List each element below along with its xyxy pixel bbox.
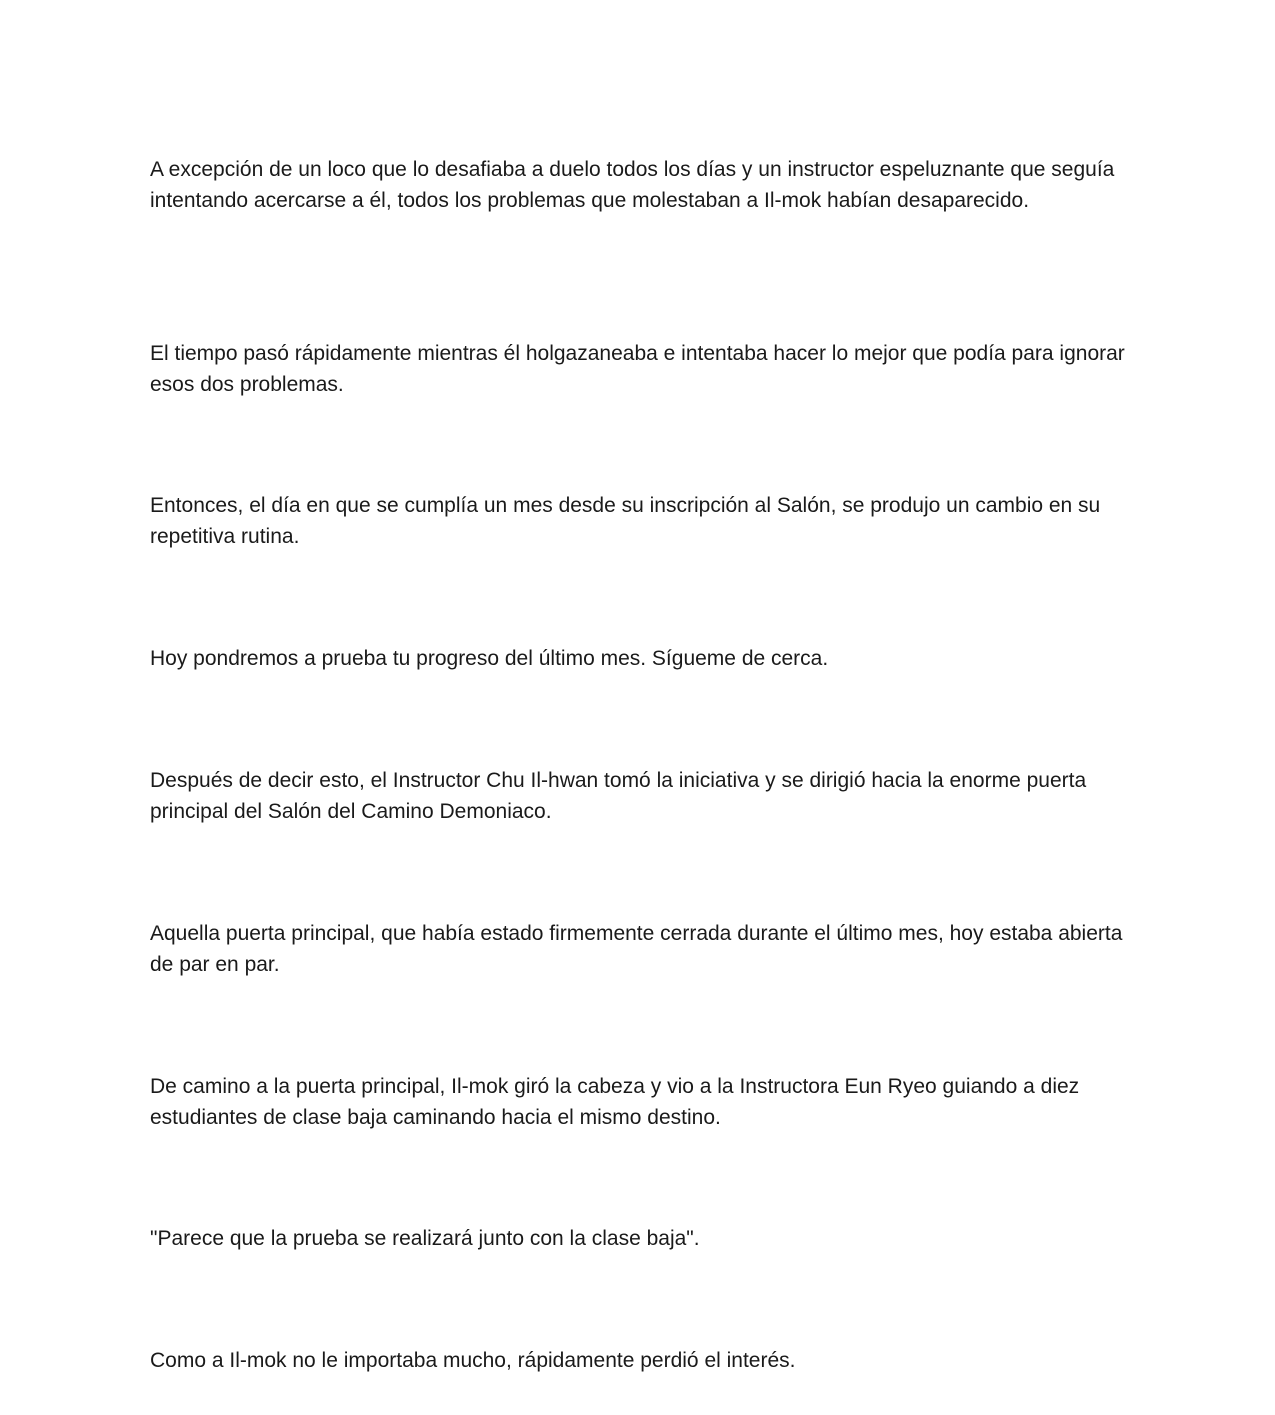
paragraph-6: Aquella puerta principal, que había estado firmemente cerrada durante el último mes, hoy estaba abierta de par en par. xyxy=(150,922,1123,976)
paragraph-3: Entonces, el día en que se cumplía un mes desde su inscripción al Salón, se produjo un cambio en su repetitiva rutina. xyxy=(150,494,1101,548)
paragraph-9: Como a Il-mok no le importaba mucho, rápidamente perdió el interés. xyxy=(150,1349,796,1372)
paragraph-7: De camino a la puerta principal, Il-mok giró la cabeza y vio a la Instructora Eun Ryeo guiando a diez estudiantes de clase baja caminando hacia el mismo destino. xyxy=(150,1075,1080,1129)
paragraph-8: "Parece que la prueba se realizará junto con la clase baja". xyxy=(150,1227,700,1250)
paragraph-4: Hoy pondremos a prueba tu progreso del último mes. Sígueme de cerca. xyxy=(150,647,829,670)
paragraph-5: Después de decir esto, el Instructor Chu Il-hwan tomó la iniciativa y se dirigió hacia la enorme puerta principal del Salón del Camino Demoniaco. xyxy=(150,769,1087,823)
paragraph-1: A excepción de un loco que lo desafiaba a duelo todos los días y un instructor espeluznante que seguía intentando acercarse a él, todos los problemas que molestaban a Il-mok habían desaparecido. xyxy=(150,158,1115,212)
paragraph-2: El tiempo pasó rápidamente mientras él holgazaneaba e intentaba hacer lo mejor que podía para ignorar esos dos problemas. xyxy=(150,342,1125,396)
